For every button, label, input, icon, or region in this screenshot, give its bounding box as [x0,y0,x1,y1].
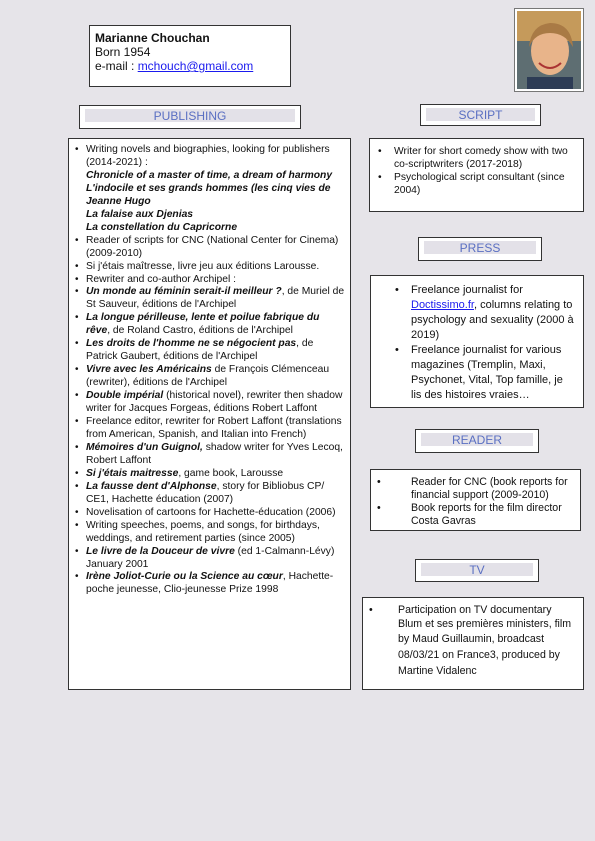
email-label: e-mail : [95,59,138,73]
tv-title: TV [421,563,533,576]
list-item: • Freelance journalist for various magazines (Tremplin, Maxi, Psychonet, Vital, Top famille, je lis des histoires vraies… [371,343,575,403]
list-item: • La fausse dent d'Alphonse, story for Bibliobus CP/ CE1, Hachette éducation (2007) [71,481,346,507]
tv-section [362,597,584,690]
list-item: • La longue périlleuse, lente et poilue fabrique du rêve, de Roland Castro, éditions de l'Archipel [71,312,346,338]
list-item: • Un monde au féminin serait-il meilleur ?, de Muriel de St Sauveur, éditions de l'Archipel [71,286,346,312]
list-item: • Double impérial (historical novel), rewriter then shadow writer for Jacques Forgeas, éditions Robert Laffont [71,390,346,416]
email-link[interactable]: mchouch@gmail.com [137,59,254,73]
email-line [95,59,285,73]
identity-box [89,25,291,87]
portrait-photo [514,8,584,92]
tv-list [363,603,577,679]
list-item: • Freelance journalist for Doctissimo.fr, columns relating to psychology and sexuality (2000 à 2019) [371,283,575,343]
birth-year: Born 1954 [95,45,151,59]
list-item: • Writing novels and biographies, looking for publishers (2014-2021) : Chronicle of a master of time, a dream of harmony L'indocile et ses grands hommes (les cinq vies de Jeanne Hugo La falaise aux Djenias La constellation du Capricorne [71,144,346,235]
list-item: • Participation on TV documentary Blum et ses premières ministers, film by Maud Guillaumin, broadcast 08/03/21 on France3, produced by Martine Vidalenc [363,603,577,679]
list-item: • Irène Joliot-Curie ou la Science au cœur, Hachette-poche jeunesse, Clio-jeunesse Prize 1998 [71,571,346,597]
tv-heading [415,559,539,582]
reader-heading [415,429,539,453]
list-item: • Reader for CNC (book reports for financial support (2009-2010) [371,476,576,502]
list-item: • Book reports for the film director Costa Gavras [371,502,576,528]
press-section [370,275,584,408]
list-item: • Writing speeches, poems, and songs, for birthdays, weddings, and retirement parties (since 2005) [71,520,346,546]
reader-section [370,469,581,531]
press-heading [418,237,542,261]
book-title: La constellation du Capricorne [86,221,238,233]
book-title: L'indocile et ses grands hommes (les cinq vies de Jeanne Hugo [86,182,331,207]
press-title: PRESS [424,241,536,254]
publishing-section [68,138,351,690]
script-section [369,138,584,212]
doctissimo-link[interactable]: Doctissimo.fr [411,299,474,311]
script-title: SCRIPT [426,108,535,121]
list-item: • Writer for short comedy show with two co-scriptwriters (2017-2018) [372,145,579,171]
book-title: Chronicle of a master of time, a dream of harmony [86,169,333,181]
list-item: • Rewriter and co-author Archipel : [71,274,346,287]
list-item: • Si j'étais maitresse, game book, Larousse [71,468,346,481]
book-title: La falaise aux Djenias [86,208,194,220]
list-item: • Si j'étais maîtresse, livre jeu aux éditions Larousse. [71,261,346,274]
portrait-photo-icon [517,11,581,89]
script-heading [420,104,541,126]
publishing-title: PUBLISHING [85,109,295,122]
list-item: • Reader of scripts for CNC (National Center for Cinema) (2009-2010) [71,235,346,261]
list-item: • Vivre avec les Américains de François Clémenceau (rewriter), éditions de l'Archipel [71,364,346,390]
list-item: • Mémoires d'un Guignol, shadow writer for Yves Lecoq, Robert Laffont [71,442,346,468]
list-item: • Novelisation of cartoons for Hachette-éducation (2006) [71,507,346,520]
list-item: • Freelance editor, rewriter for Robert Laffont (translations from American, Spanish, and Italian into French) [71,416,346,442]
publishing-list [71,144,346,597]
reader-title: READER [421,433,533,446]
script-list [372,145,579,197]
press-list [371,283,575,403]
list-item: • Psychological script consultant (since 2004) [372,171,579,197]
list-item: • Le livre de la Douceur de vivre (ed 1-Calmann-Lévy) January 2001 [71,546,346,572]
list-item: • Les droits de l'homme ne se négocient pas, de Patrick Gaubert, éditions de l'Archipel [71,338,346,364]
person-name: Marianne Chouchan [95,31,210,45]
publishing-heading [79,105,301,129]
reader-list [371,476,576,528]
